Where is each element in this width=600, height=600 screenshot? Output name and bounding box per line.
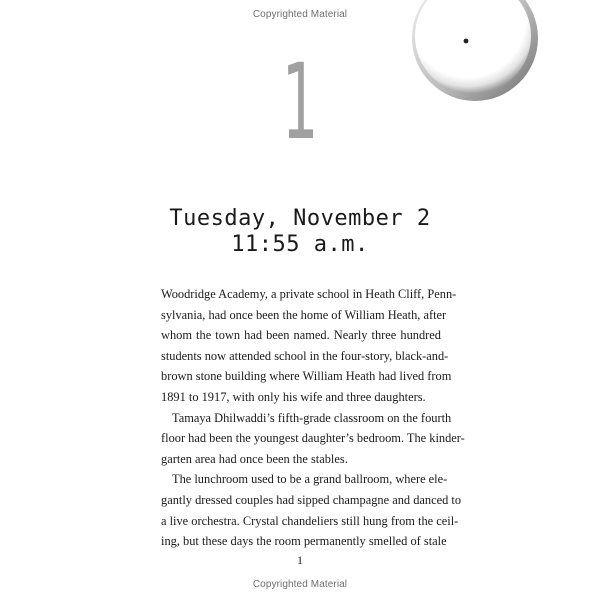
chapter-date-heading: Tuesday, November 2 [169, 206, 431, 231]
text-line: brown stone building where William Heath had lived from [161, 369, 452, 384]
body-text [161, 284, 465, 552]
text-line: 1891 to 1917, with only his wife and three daughters. [161, 389, 426, 404]
text-line: gantly dressed couples had sipped champagne and danced to [161, 492, 462, 507]
paragraph [161, 408, 465, 470]
chapter-number: 1 [281, 41, 319, 163]
text-line: The lunchroom used to be a grand ballroom, where ele- [172, 472, 448, 487]
page-number: 1 [297, 553, 303, 567]
chapter-time-heading: 11:55 a.m. [231, 232, 369, 257]
text-line: students now attended school in the four-story, black-and- [161, 348, 449, 363]
paragraph [161, 469, 462, 551]
copyright-watermark-bottom: Copyrighted Material [252, 579, 348, 590]
text-line: Tamaya Dhilwaddi’s fifth-grade classroom on the fourth [172, 410, 452, 425]
copyright-watermark-top: Copyrighted Material [252, 9, 348, 20]
text-line: a live orchestra. Crystal chandeliers still hung from the ceil- [161, 513, 459, 528]
text-line: whom the town had been named. Nearly three hundred [161, 328, 441, 343]
text-line: garten area had once been the stables. [161, 451, 348, 466]
text-line: Woodridge Academy, a private school in Heath Cliff, Penn- [161, 287, 457, 301]
text-line: floor had been the youngest daughter’s bedroom. The kinder- [161, 431, 465, 446]
text-line: sylvania, had once been the home of William Heath, after [161, 307, 447, 322]
text-line: ing, but these days the room permanently smelled of stale [161, 534, 447, 549]
paragraph [161, 284, 457, 408]
